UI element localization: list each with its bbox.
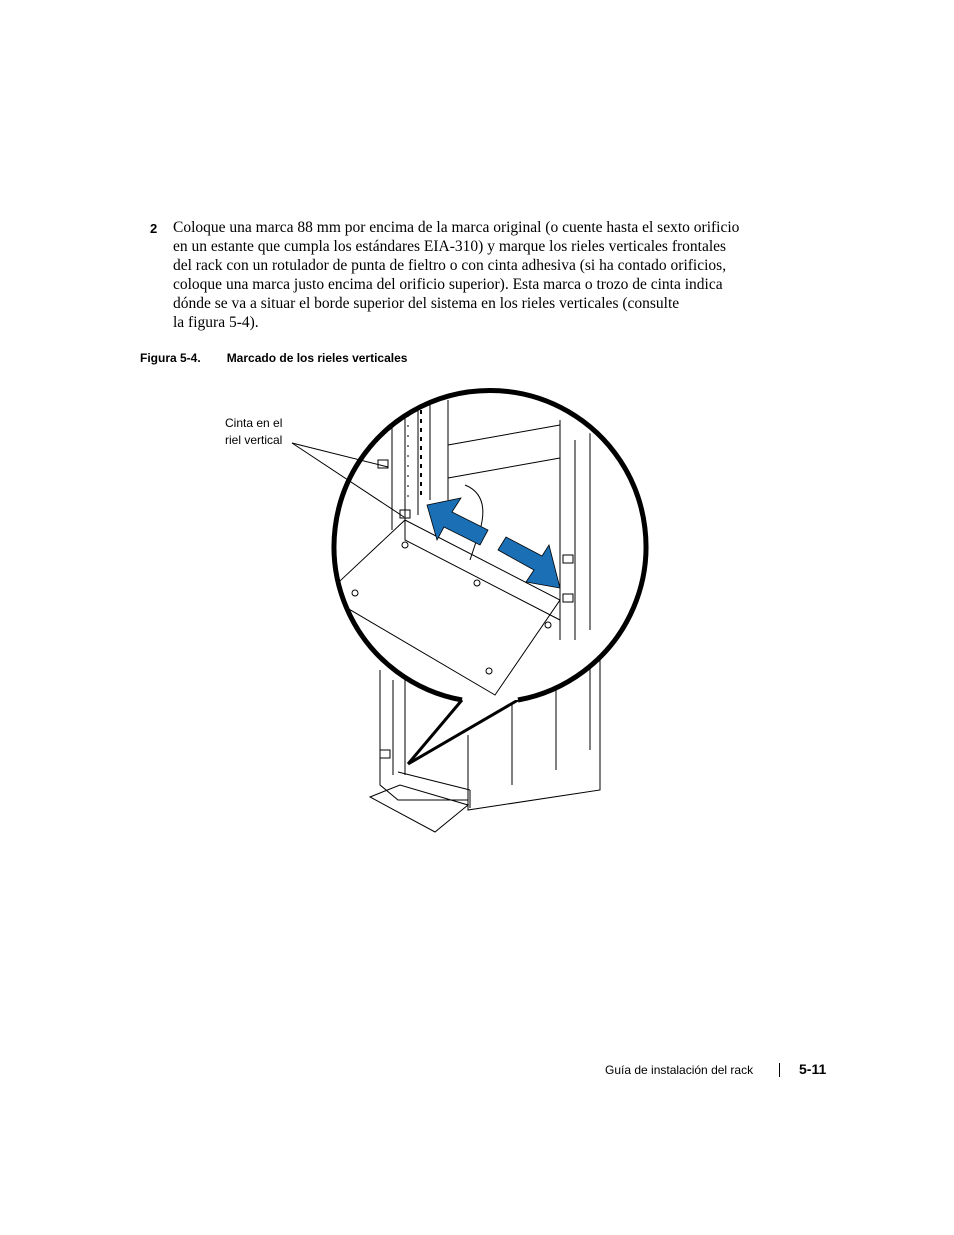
step-line: Coloque una marca 88 mm por encima de la marca original (o cuente hasta el sexto orificio <box>173 219 740 236</box>
step-line: en un estante que cumpla los estándares EIA-310) y marque los rieles verticales frontales <box>173 238 727 255</box>
rack-tray <box>370 785 468 832</box>
tape-callout-label <box>225 415 315 449</box>
footer-title: Guía de instalación del rack <box>605 1063 754 1077</box>
callout-line: Cinta en el <box>225 416 283 430</box>
step-line: del rack con un rotulador de punta de fieltro o con cinta adhesiva (si ha contado orificios, <box>173 257 727 274</box>
page-number: 5-11 <box>799 1061 827 1077</box>
figure-title: Marcado de los rieles verticales <box>226 351 408 365</box>
step-line: la figura 5-4). <box>173 314 259 331</box>
figure-label: Figura 5-4. <box>140 351 201 365</box>
footer-separator <box>779 1063 780 1077</box>
step-number: 2 <box>150 221 158 236</box>
magnifier-circle <box>334 391 646 700</box>
callout-line: riel vertical <box>225 433 283 447</box>
step-line: dónde se va a situar el borde superior del sistema en los rieles verticales (consulte <box>173 295 680 312</box>
step-line: coloque una marca justo encima del orificio superior). Esta marca o trozo de cinta indica <box>173 276 723 293</box>
